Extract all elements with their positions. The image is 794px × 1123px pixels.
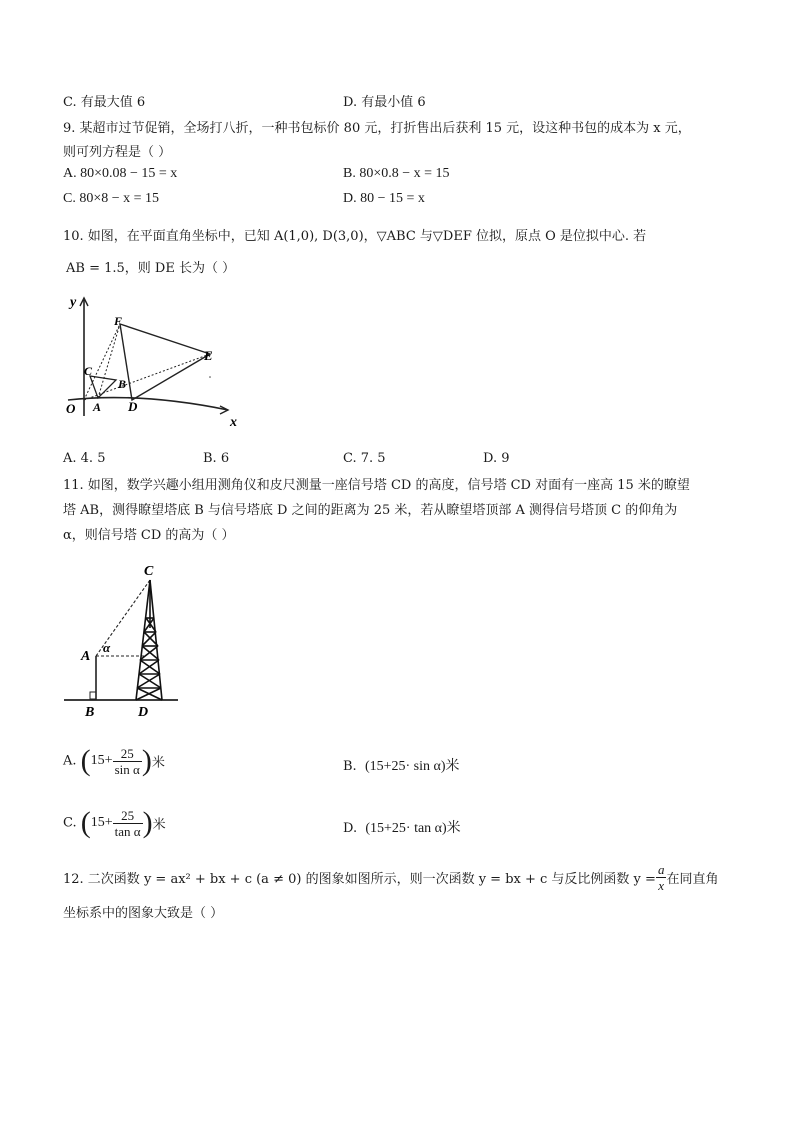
q11-option-c-unit: 米 — [152, 817, 166, 833]
q8-option-c: C. 有最大值 6 — [63, 95, 146, 110]
q9-option-c: C. 80×8 − x = 15 — [63, 191, 160, 206]
q11-option-b-label: B. — [343, 759, 357, 774]
q11-stem-line1: 11. 如图，数学兴趣小组用测角仪和皮尺测量一座信号塔 CD 的高度，信号塔 CD 对面有一座高 15 米的瞭望 — [63, 478, 690, 493]
q11-option-c-den: tan α — [114, 823, 141, 839]
q10-stem-line2: AB = 1.5，则 DE 长为（ ） — [66, 261, 236, 276]
q12-frac-den: x — [658, 878, 665, 893]
q11-option-c: C. (15+ $\frac{25}{\text{tan α}}$ )米 — [63, 806, 166, 839]
q11-option-a-left: 15+ — [90, 753, 113, 768]
q11-label-c: C — [144, 564, 154, 579]
q10-figure — [60, 292, 240, 432]
q10-label-d: D — [128, 399, 138, 414]
q10-option-c: C. 7. 5 — [343, 451, 386, 466]
q11-option-a-label: A. — [63, 753, 77, 769]
q11-stem-line2: 塔 AB，测得瞭望塔底 B 与信号塔底 D 之间的距离为 25 米，若从瞭望塔顶部 A 测得信号塔顶 C 的仰角为 — [63, 503, 678, 518]
q10-stem-line1: 10. 如图，在平面直角坐标中，已知 A(1,0), D(3,0)，▽ABC 与▽DEF 位拟，原点 O 是位拟中心. 若 — [63, 229, 647, 244]
q11-option-c-label: C. — [63, 815, 77, 831]
triangle-abc — [90, 376, 116, 398]
q10-label-e: E — [204, 348, 213, 363]
q10-option-b: B. 6 — [203, 451, 230, 466]
triangle-def — [120, 324, 210, 400]
q12-frac-num: a — [657, 862, 665, 877]
q11-option-a-unit: 米 — [151, 755, 165, 771]
q11-label-b: B — [85, 705, 95, 720]
q11-option-a-num: 25 — [113, 746, 142, 762]
q11-option-d — [343, 817, 461, 837]
q10-label-a: A — [93, 400, 102, 414]
q11-figure — [62, 558, 188, 722]
q11-option-d-expr: (15+25· tan α)米 — [365, 821, 461, 836]
q11-label-alpha: α — [103, 640, 111, 655]
q10-label-o: O — [66, 401, 76, 416]
q10-label-f: F — [114, 314, 123, 328]
q12-stem-line1 — [63, 862, 718, 893]
q10-label-c: C — [84, 364, 93, 378]
q9-stem-line1: 9. 某超市过节促销，全场打八折，一种书包标价 80 元，打折售出后获利 15 元，设这种书包的成本为 x 元， — [63, 121, 691, 136]
q11-label-d: D — [138, 705, 149, 720]
q10-label-b: B — [118, 377, 127, 391]
right-angle-mark — [90, 692, 96, 699]
q11-label-a: A — [81, 649, 91, 664]
q10-option-d: D. 9 — [483, 451, 510, 466]
q8-option-d: D. 有最小值 6 — [343, 95, 426, 110]
q9-option-b: B. 80×0.8 − x = 15 — [343, 166, 450, 181]
q12-stem-line2: 坐标系中的图象大致是（ ） — [63, 906, 224, 921]
signal-tower-cd — [136, 580, 162, 700]
q11-stem-line3: α，则信号塔 CD 的高为（ ） — [63, 528, 235, 543]
q10-label-y: y — [70, 295, 77, 310]
q11-option-b-expr: (15+25· sin α)米 — [364, 759, 460, 774]
q9-option-a: A. 80×0.08 − 15 = x — [63, 166, 178, 181]
q11-option-d-label: D. — [343, 821, 358, 836]
q11-option-b — [343, 755, 460, 775]
q11-option-a: A. (15+ $\frac{25}{\text{sin α}}$ )米 — [63, 744, 165, 777]
x-axis — [68, 398, 228, 410]
q12-stem-line1-a: 12. 二次函数 y = ax² + bx + c (a ≠ 0) 的图象如图所示，则一次函数 y = bx + c 与反比例函数 y = — [63, 872, 656, 887]
q12-stem-line1-b: 在同直角 — [666, 872, 719, 887]
q11-option-a-den: sin α — [114, 761, 140, 777]
q10-option-a: A. 4. 5 — [63, 451, 106, 466]
q10-label-x: x — [230, 415, 237, 430]
q9-stem-line2: 则可列方程是（ ） — [63, 145, 172, 160]
q9-option-d: D. 80 − 15 = x — [343, 191, 425, 206]
q11-option-c-left: 15+ — [90, 815, 113, 830]
q11-option-c-num: 25 — [113, 808, 143, 824]
